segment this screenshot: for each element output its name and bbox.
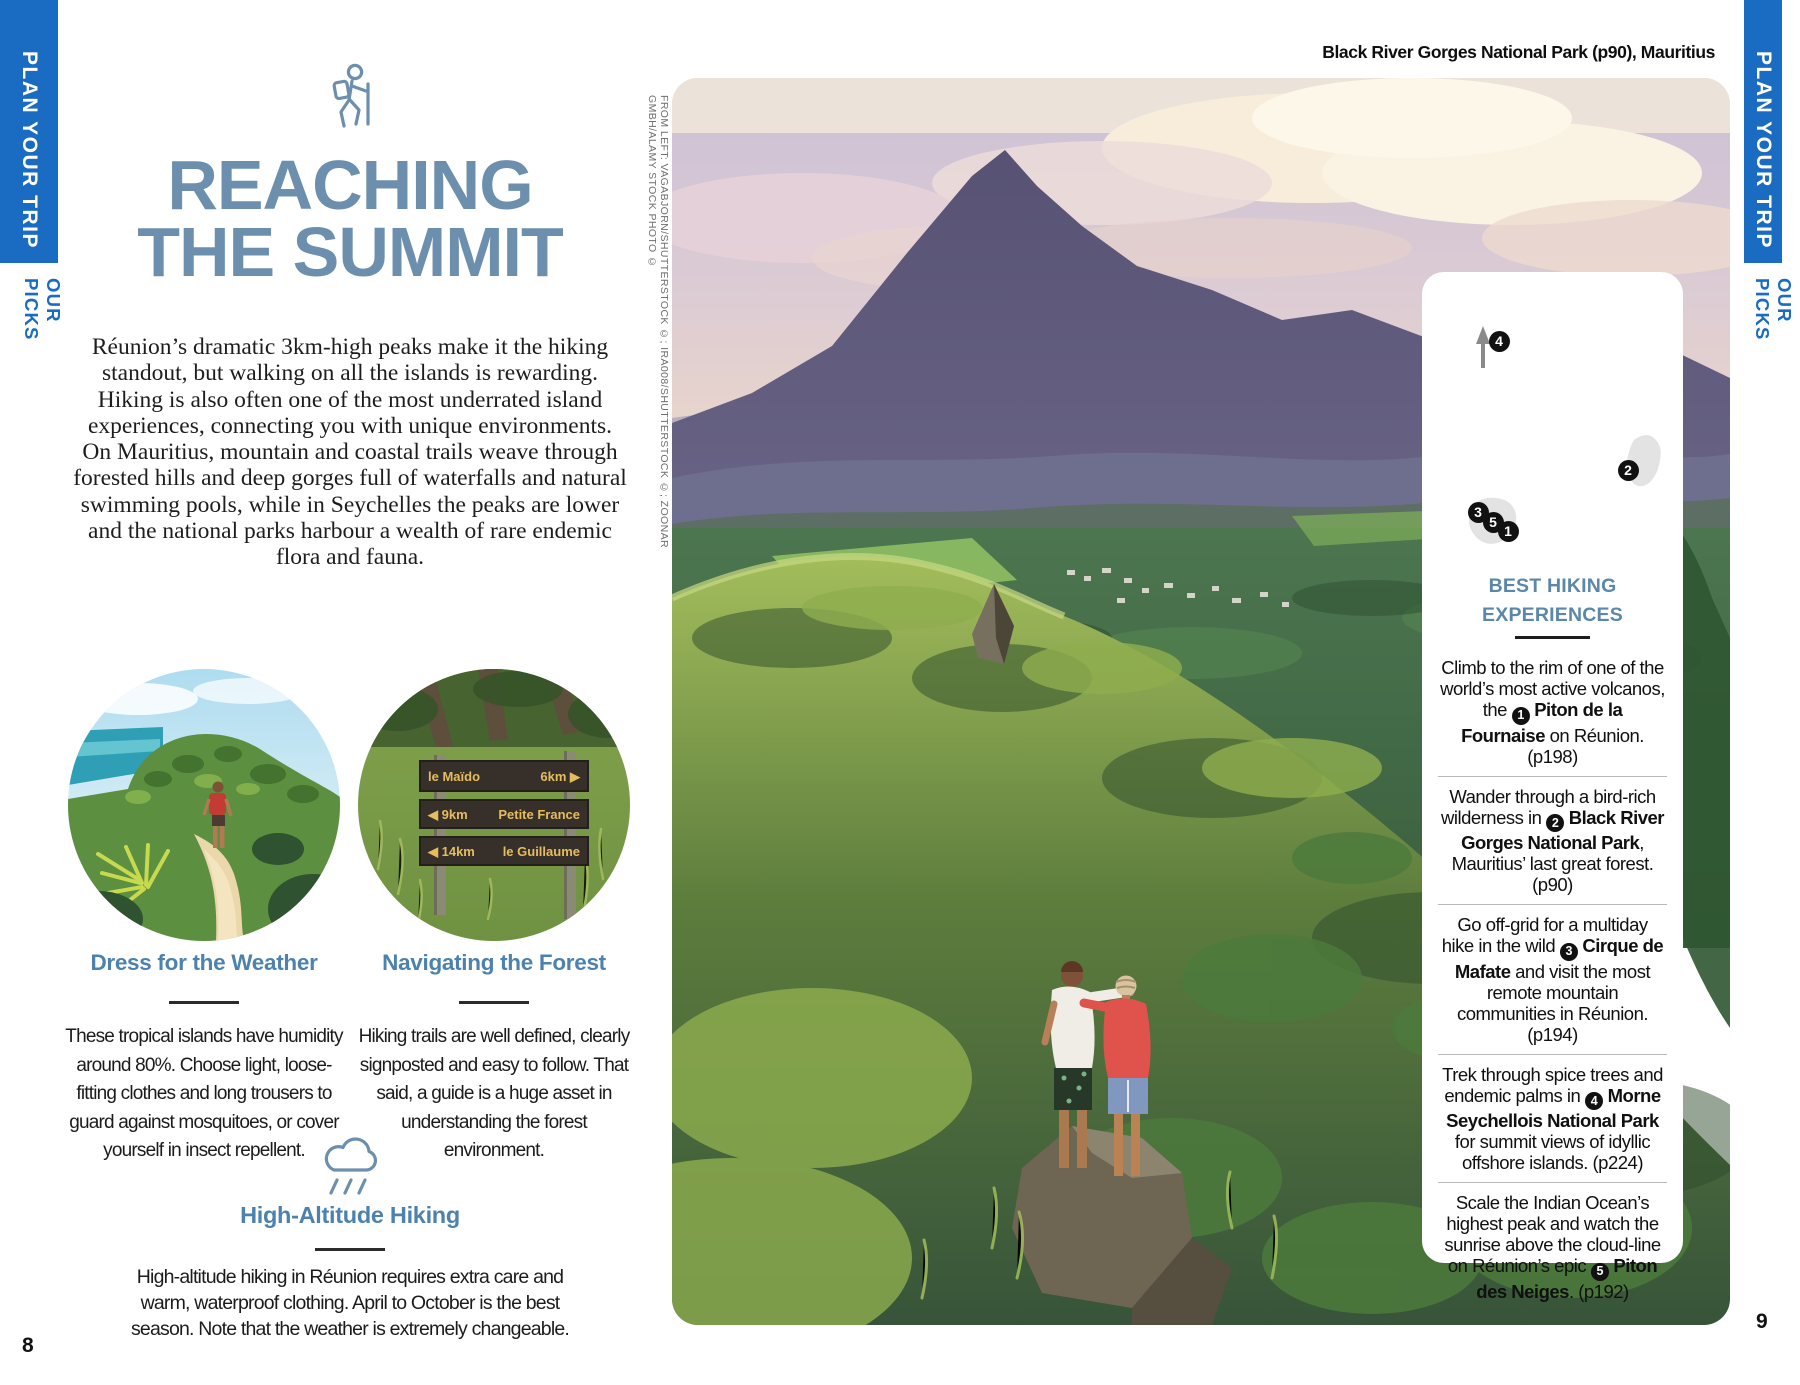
sign-row3-left: ◀ 14km (428, 844, 475, 859)
panel-item-4: Trek through spice trees and endemic palms in 4 Morne Seychellois National Park for summit views of idyllic offshore islands. (p224) (1438, 1054, 1667, 1183)
sidebar-tab-right-label: PLAN YOUR TRIP (1752, 51, 1775, 249)
panel-items (1438, 648, 1667, 1311)
sidebar-section-left-label: OUR PICKS (21, 278, 64, 341)
item-number-badge: 2 (1546, 814, 1564, 832)
page-number-left: 8 (22, 1334, 34, 1357)
north-arrow-icon (1476, 326, 1490, 368)
sidebar-tab-left-label: PLAN YOUR TRIP (18, 51, 41, 249)
map-marker-2: 2 (1618, 460, 1639, 481)
sign-row3-right: le Guillaume (502, 844, 580, 859)
hiker-icon (318, 62, 384, 130)
sign-row2-right: Petite France (498, 807, 580, 822)
page-title (60, 146, 640, 291)
divider (1515, 636, 1590, 639)
trail-photo (68, 669, 340, 941)
sidebar-section-right-label: OUR PICKS (1752, 278, 1795, 341)
sign-row1-left: le Maïdo (428, 769, 481, 784)
sidebar-tab-right (1744, 0, 1782, 263)
panel-heading-line2: EXPERIENCES (1482, 604, 1623, 626)
panel-heading-line1: BEST HIKING (1488, 575, 1617, 597)
trail-photo-illustration (68, 669, 340, 941)
panel-heading (1432, 572, 1673, 630)
page-title-line2: THE SUMMIT (137, 213, 563, 291)
rain-cloud-icon (310, 1126, 390, 1202)
page-number-right: 9 (1756, 1310, 1768, 1333)
section-heading-high-altitude: High-Altitude Hiking (240, 1202, 460, 1228)
map-marker-3: 3 (1468, 502, 1489, 523)
page-title-line1: REACHING (167, 146, 533, 224)
panel-item-1: Climb to the rim of one of the world’s most active volcanos, the 1 Piton de la Fournaise on Réunion. (p198) (1440, 657, 1665, 767)
photo-credit: FROM LEFT: VAGABJORN/SHUTTERSTOCK ©; IRA008/SHUTTERSTOCK ©; ZOONAR GMBH/ALAMY STOCK PHOTO © (646, 95, 670, 548)
map-marker-1: 1 (1498, 521, 1519, 542)
clouds (672, 78, 1730, 290)
section-body-weather: These tropical islands have humidity around 80%. Choose light, loose-fitting clothes and long trousers to guard against mosquitoes, or cover yourself in insect repellent. (65, 1026, 343, 1161)
map-marker-4: 4 (1489, 331, 1510, 352)
item-number-badge: 3 (1560, 943, 1578, 961)
sidebar-tab-left (0, 0, 58, 263)
map-marker-5: 5 (1483, 512, 1504, 533)
item-number-badge: 1 (1512, 707, 1530, 725)
signpost-panels (420, 761, 588, 865)
item-number-badge: 5 (1591, 1263, 1609, 1281)
intro-paragraph: Réunion’s dramatic 3km-high peaks make it the hiking standout, but walking on all the islands is rewarding. Hiking is also often one of the most underrated island experiences, connecting you with unique environments. On Mauritius, mountain and coastal trails weave through forested hills and deep gorges full of waterfalls and natural swimming pools, while in Seychelles the peaks are lower and the national parks harbour a wealth of rare endemic flora and fauna. (73, 334, 627, 571)
item-number-badge: 4 (1585, 1092, 1603, 1110)
section-body-forest: Hiking trails are well defined, clearly signposted and easy to follow. That said, a guide is a huge asset in understanding the forest environment. (358, 1026, 630, 1161)
section-heading-forest: Navigating the Forest (382, 950, 606, 975)
photo-caption: Black River Gorges National Park (p90), Mauritius (1322, 42, 1715, 62)
panel-item-3: Go off-grid for a multiday hike in the wild 3 Cirque de Mafate and visit the most remote mountain communities in Réunion. (p194) (1438, 904, 1667, 1054)
mini-map (1422, 272, 1683, 562)
section-body-high-altitude: High-altitude hiking in Réunion requires extra care and warm, waterproof clothing. April to October is the best season. Note that the weather is extremely changeable. (130, 1266, 570, 1340)
sign-row2-left: ◀ 9km (428, 807, 468, 822)
section-heading-weather: Dress for the Weather (90, 950, 318, 975)
signpost-photo (358, 669, 630, 941)
best-hiking-panel (1422, 272, 1683, 1302)
sign-row1-right: 6km ▶ (540, 769, 580, 784)
panel-item-2: Wander through a bird-rich wilderness in 2 Black River Gorges National Park, Mauritius’ last great forest. (p90) (1438, 776, 1667, 905)
divider (315, 1248, 385, 1251)
signpost-photo-illustration (358, 669, 630, 941)
panel-item-5: Scale the Indian Ocean’s highest peak and watch the sunrise above the cloud-line on Réunion’s epic 5 Piton des Neiges. (p192) (1438, 1182, 1667, 1311)
